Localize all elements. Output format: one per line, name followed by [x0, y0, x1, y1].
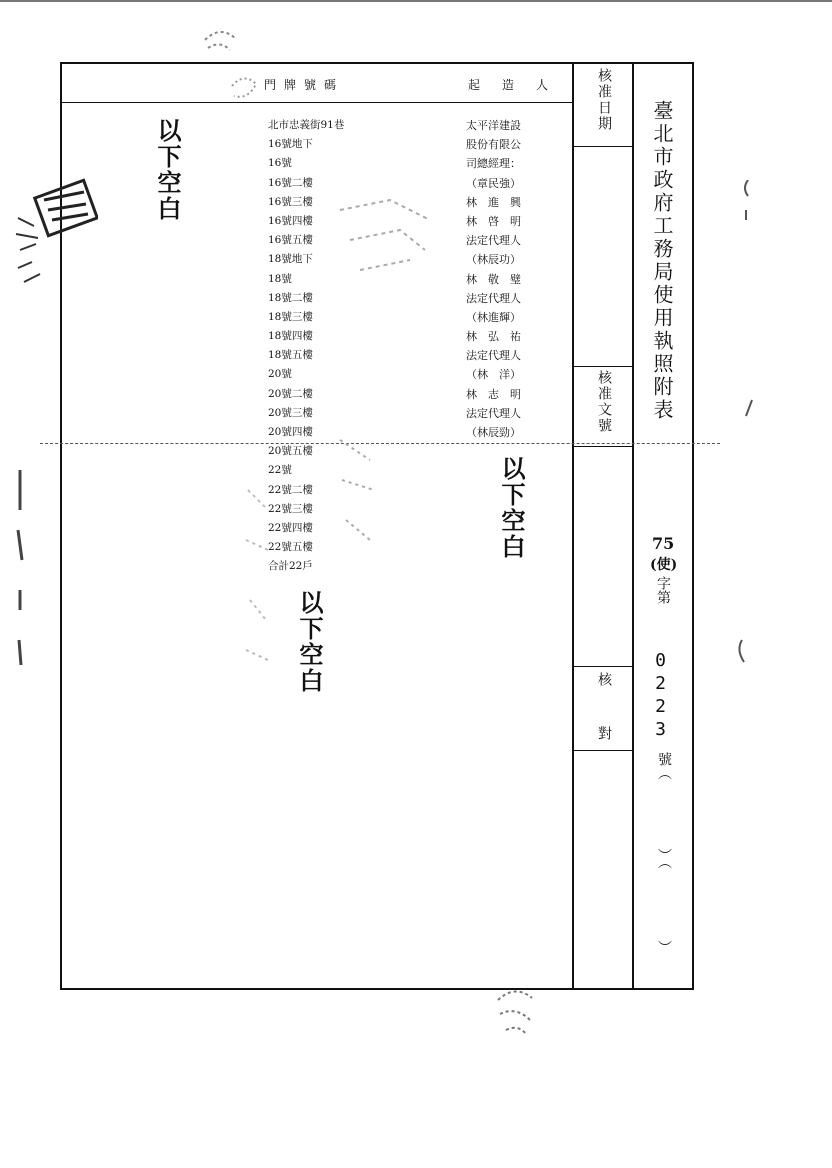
- seal-stamp-icon: [14, 178, 98, 290]
- owner-row: 林 弘 祐: [466, 330, 521, 344]
- owner-row: 法定代理人: [466, 406, 521, 420]
- check-label-2: 對: [596, 726, 612, 742]
- address-row: 18號地下: [268, 253, 313, 266]
- header-rule: [60, 102, 573, 103]
- blank-stamp-address: 以下空白: [295, 590, 323, 694]
- address-row: 16號四樓: [268, 214, 313, 227]
- address-row: 20號: [268, 368, 292, 381]
- faded-stamp-icon: [330, 180, 440, 290]
- license-type: (使): [650, 557, 678, 573]
- owner-row: （章民強）: [466, 176, 521, 190]
- scan-mark-icon: [228, 70, 260, 104]
- owner-row: 法定代理人: [466, 291, 521, 305]
- owner-row: （林 洋）: [466, 368, 521, 382]
- address-row: 16號五樓: [268, 234, 313, 247]
- margin-mark-icon: [736, 180, 766, 780]
- owner-row: 法定代理人: [466, 349, 521, 363]
- blank-stamp-owner: 以下空白: [497, 456, 525, 560]
- license-paren-2: ）: [656, 940, 672, 954]
- license-paren-1: ）（: [656, 848, 672, 869]
- scan-mark-icon: [200, 20, 240, 60]
- address-row: 22號二樓: [268, 483, 313, 496]
- address-row: 16號三樓: [268, 195, 313, 208]
- address-row: 18號二樓: [268, 291, 313, 304]
- owner-row: 林 啓 明: [466, 214, 521, 228]
- address-row: 20號二樓: [268, 387, 313, 400]
- address-row: 22號五樓: [268, 541, 313, 554]
- address-row: 16號二樓: [268, 176, 313, 189]
- license-number: 0223: [650, 650, 671, 742]
- header-address: 門牌號碼: [264, 78, 345, 92]
- side-rule-5: [573, 750, 633, 751]
- side-rule-4: [573, 666, 633, 667]
- address-row: 18號: [268, 272, 292, 285]
- check-label-1: 核: [596, 672, 612, 688]
- owner-row: 司總經理：: [466, 157, 521, 171]
- header-owner: 起造人: [468, 78, 571, 92]
- address-row: 16號地下: [268, 138, 313, 151]
- page-title: 臺北市政府工務局使用執照附表: [650, 100, 674, 422]
- address-row: 22號四樓: [268, 521, 313, 534]
- owner-row: （林辰勁）: [466, 426, 521, 439]
- owner-list: [466, 116, 554, 442]
- divider-side: [632, 62, 634, 990]
- owner-row: 法定代理人: [466, 234, 521, 248]
- blank-stamp-left: 以下空白: [153, 118, 181, 222]
- owner-row: （林進輝）: [466, 310, 521, 324]
- address-row: 20號五樓: [268, 445, 313, 458]
- address-row: 22號三樓: [268, 502, 313, 515]
- owner-row: 林 志 明: [466, 387, 521, 401]
- license-hao: 號（: [656, 752, 672, 780]
- divider-main: [572, 62, 574, 990]
- margin-mark-icon: [10, 470, 30, 670]
- license-year: 75: [652, 534, 675, 553]
- owner-row: 林 進 興: [466, 195, 521, 209]
- owner-row: 股份有限公: [466, 138, 521, 152]
- address-row: 20號三樓: [268, 406, 313, 419]
- address-row: 18號四樓: [268, 330, 313, 343]
- owner-row: （林辰功）: [466, 253, 521, 267]
- address-row: 合計22戶: [268, 560, 313, 573]
- scan-mark-icon: [490, 980, 540, 1040]
- address-row: 18號三樓: [268, 310, 313, 323]
- owner-row: 太平洋建設: [466, 119, 521, 132]
- address-row: 20號四樓: [268, 426, 313, 438]
- approval-number-label: 核准文號: [596, 370, 612, 434]
- owner-row: 林 敬 璧: [466, 272, 521, 286]
- side-rule-1: [573, 146, 633, 147]
- address-row: 北市忠義街91巷: [268, 119, 345, 131]
- approval-date-label: 核准日期: [596, 68, 612, 132]
- faded-stamp-icon: [238, 480, 278, 670]
- scan-noise-top: [0, 0, 832, 2]
- side-rule-2: [573, 366, 633, 367]
- address-row: 22號: [268, 464, 292, 477]
- address-row: 18號五樓: [268, 349, 313, 362]
- address-row: 16號: [268, 157, 292, 170]
- license-word: 字第: [655, 576, 671, 604]
- side-rule-3: [573, 446, 633, 447]
- faded-stamp-icon: [330, 430, 390, 550]
